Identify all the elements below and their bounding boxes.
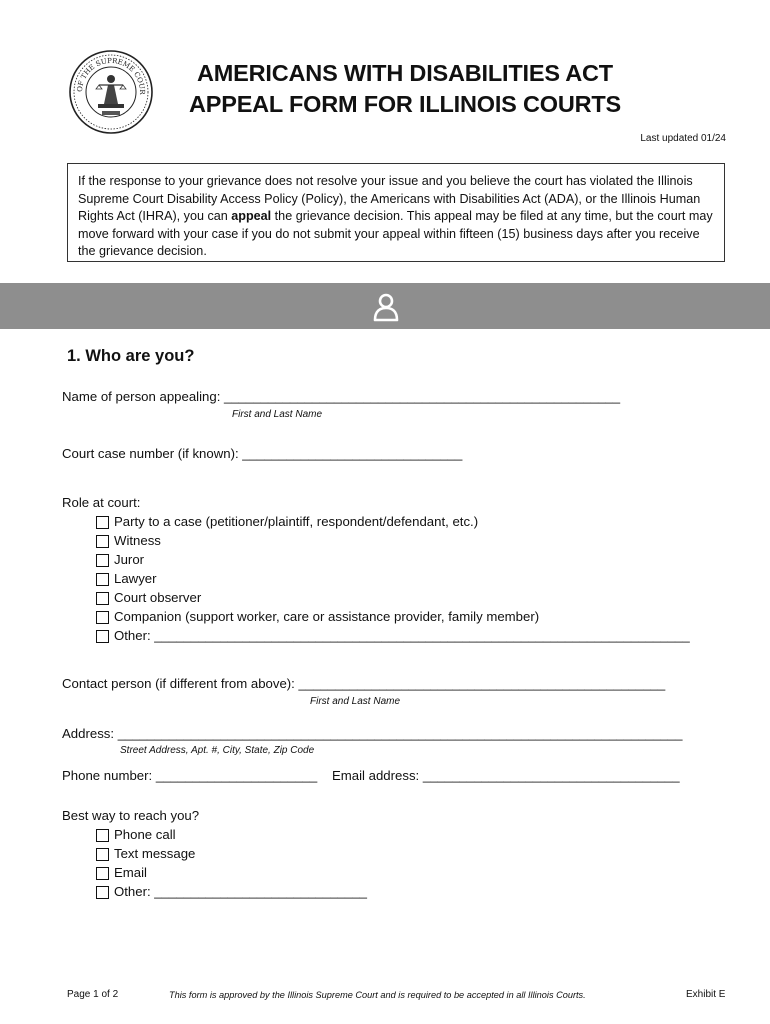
- footer-notice: This form is approved by the Illinois Supreme Court and is required to be accepted in all Illinois Courts.: [169, 990, 586, 1000]
- role-checkbox-observer[interactable]: [96, 592, 109, 605]
- contact-hint: First and Last Name: [310, 696, 401, 707]
- reach-checkbox-text[interactable]: [96, 848, 109, 861]
- reach-option-text: Text message: [114, 846, 196, 861]
- role-option-witness: Witness: [114, 533, 161, 548]
- contact-person-field[interactable]: Contact person (if different from above): __________________________________________________: [62, 676, 666, 691]
- reach-checkbox-other[interactable]: [96, 886, 109, 899]
- role-checkbox-witness[interactable]: [96, 535, 109, 548]
- role-checkbox-party[interactable]: [96, 516, 109, 529]
- address-field[interactable]: Address: _____________________________________________________________________________: [62, 726, 683, 741]
- role-label: Role at court:: [62, 495, 141, 510]
- role-option-other[interactable]: Other: _________________________________________________________________________: [114, 628, 690, 643]
- role-checkbox-juror[interactable]: [96, 554, 109, 567]
- phone-field[interactable]: Phone number: ______________________: [62, 768, 318, 783]
- role-option-observer: Court observer: [114, 590, 202, 605]
- role-checkbox-lawyer[interactable]: [96, 573, 109, 586]
- intro-text-bold: appeal: [231, 209, 272, 223]
- role-checkbox-companion[interactable]: [96, 611, 109, 624]
- intro-text-part2: the grievance decision. This appeal may be filed at any time, but the court may move forward with your case if you do not submit your appeal within fifteen (15) business days after you receive the grievance decision.: [78, 209, 713, 258]
- reach-option-other[interactable]: Other: _____________________________: [114, 884, 368, 899]
- page-title-line2: APPEAL FORM FOR ILLINOIS COURTS: [188, 91, 622, 117]
- role-option-companion: Companion (support worker, care or assistance provider, family member): [114, 609, 540, 624]
- name-field[interactable]: Name of person appealing: ______________________________________________________: [62, 389, 621, 404]
- role-option-party: Party to a case (petitioner/plaintiff, respondent/defendant, etc.): [114, 514, 479, 529]
- section-heading: 1. Who are you?: [67, 347, 195, 365]
- address-hint: Street Address, Apt. #, City, State, Zip Code: [120, 745, 315, 756]
- page-title-line1: AMERICANS WITH DISABILITIES ACT: [197, 60, 613, 86]
- page-number: Page 1 of 2: [67, 989, 119, 1000]
- role-option-lawyer: Lawyer: [114, 571, 157, 586]
- reach-label: Best way to reach you?: [62, 808, 200, 823]
- role-checkbox-other[interactable]: [96, 630, 109, 643]
- person-icon: [370, 290, 402, 322]
- seal-text: OF THE SUPREME COUR: [75, 56, 147, 95]
- reach-option-email: Email: [114, 865, 147, 880]
- reach-checkbox-phone[interactable]: [96, 829, 109, 842]
- last-updated-text: Last updated 01/24: [640, 133, 726, 144]
- email-field[interactable]: Email address: ___________________________________: [332, 768, 680, 783]
- intro-notice-box: [67, 163, 725, 262]
- reach-option-phone: Phone call: [114, 827, 176, 842]
- role-option-juror: Juror: [114, 552, 145, 567]
- reach-checkbox-email[interactable]: [96, 867, 109, 880]
- intro-text-part1: If the response to your grievance does not resolve your issue and you believe the court has violated the Illinois Supreme Court Disability Access Policy (Policy), the Americans with Disabilities Act (ADA), or the Illinois Human Rights Act (IHRA), you can: [78, 174, 701, 223]
- exhibit-label: Exhibit E: [686, 989, 726, 1000]
- case-number-field[interactable]: Court case number (if known): ______________________________: [62, 446, 463, 461]
- name-hint: First and Last Name: [232, 409, 323, 420]
